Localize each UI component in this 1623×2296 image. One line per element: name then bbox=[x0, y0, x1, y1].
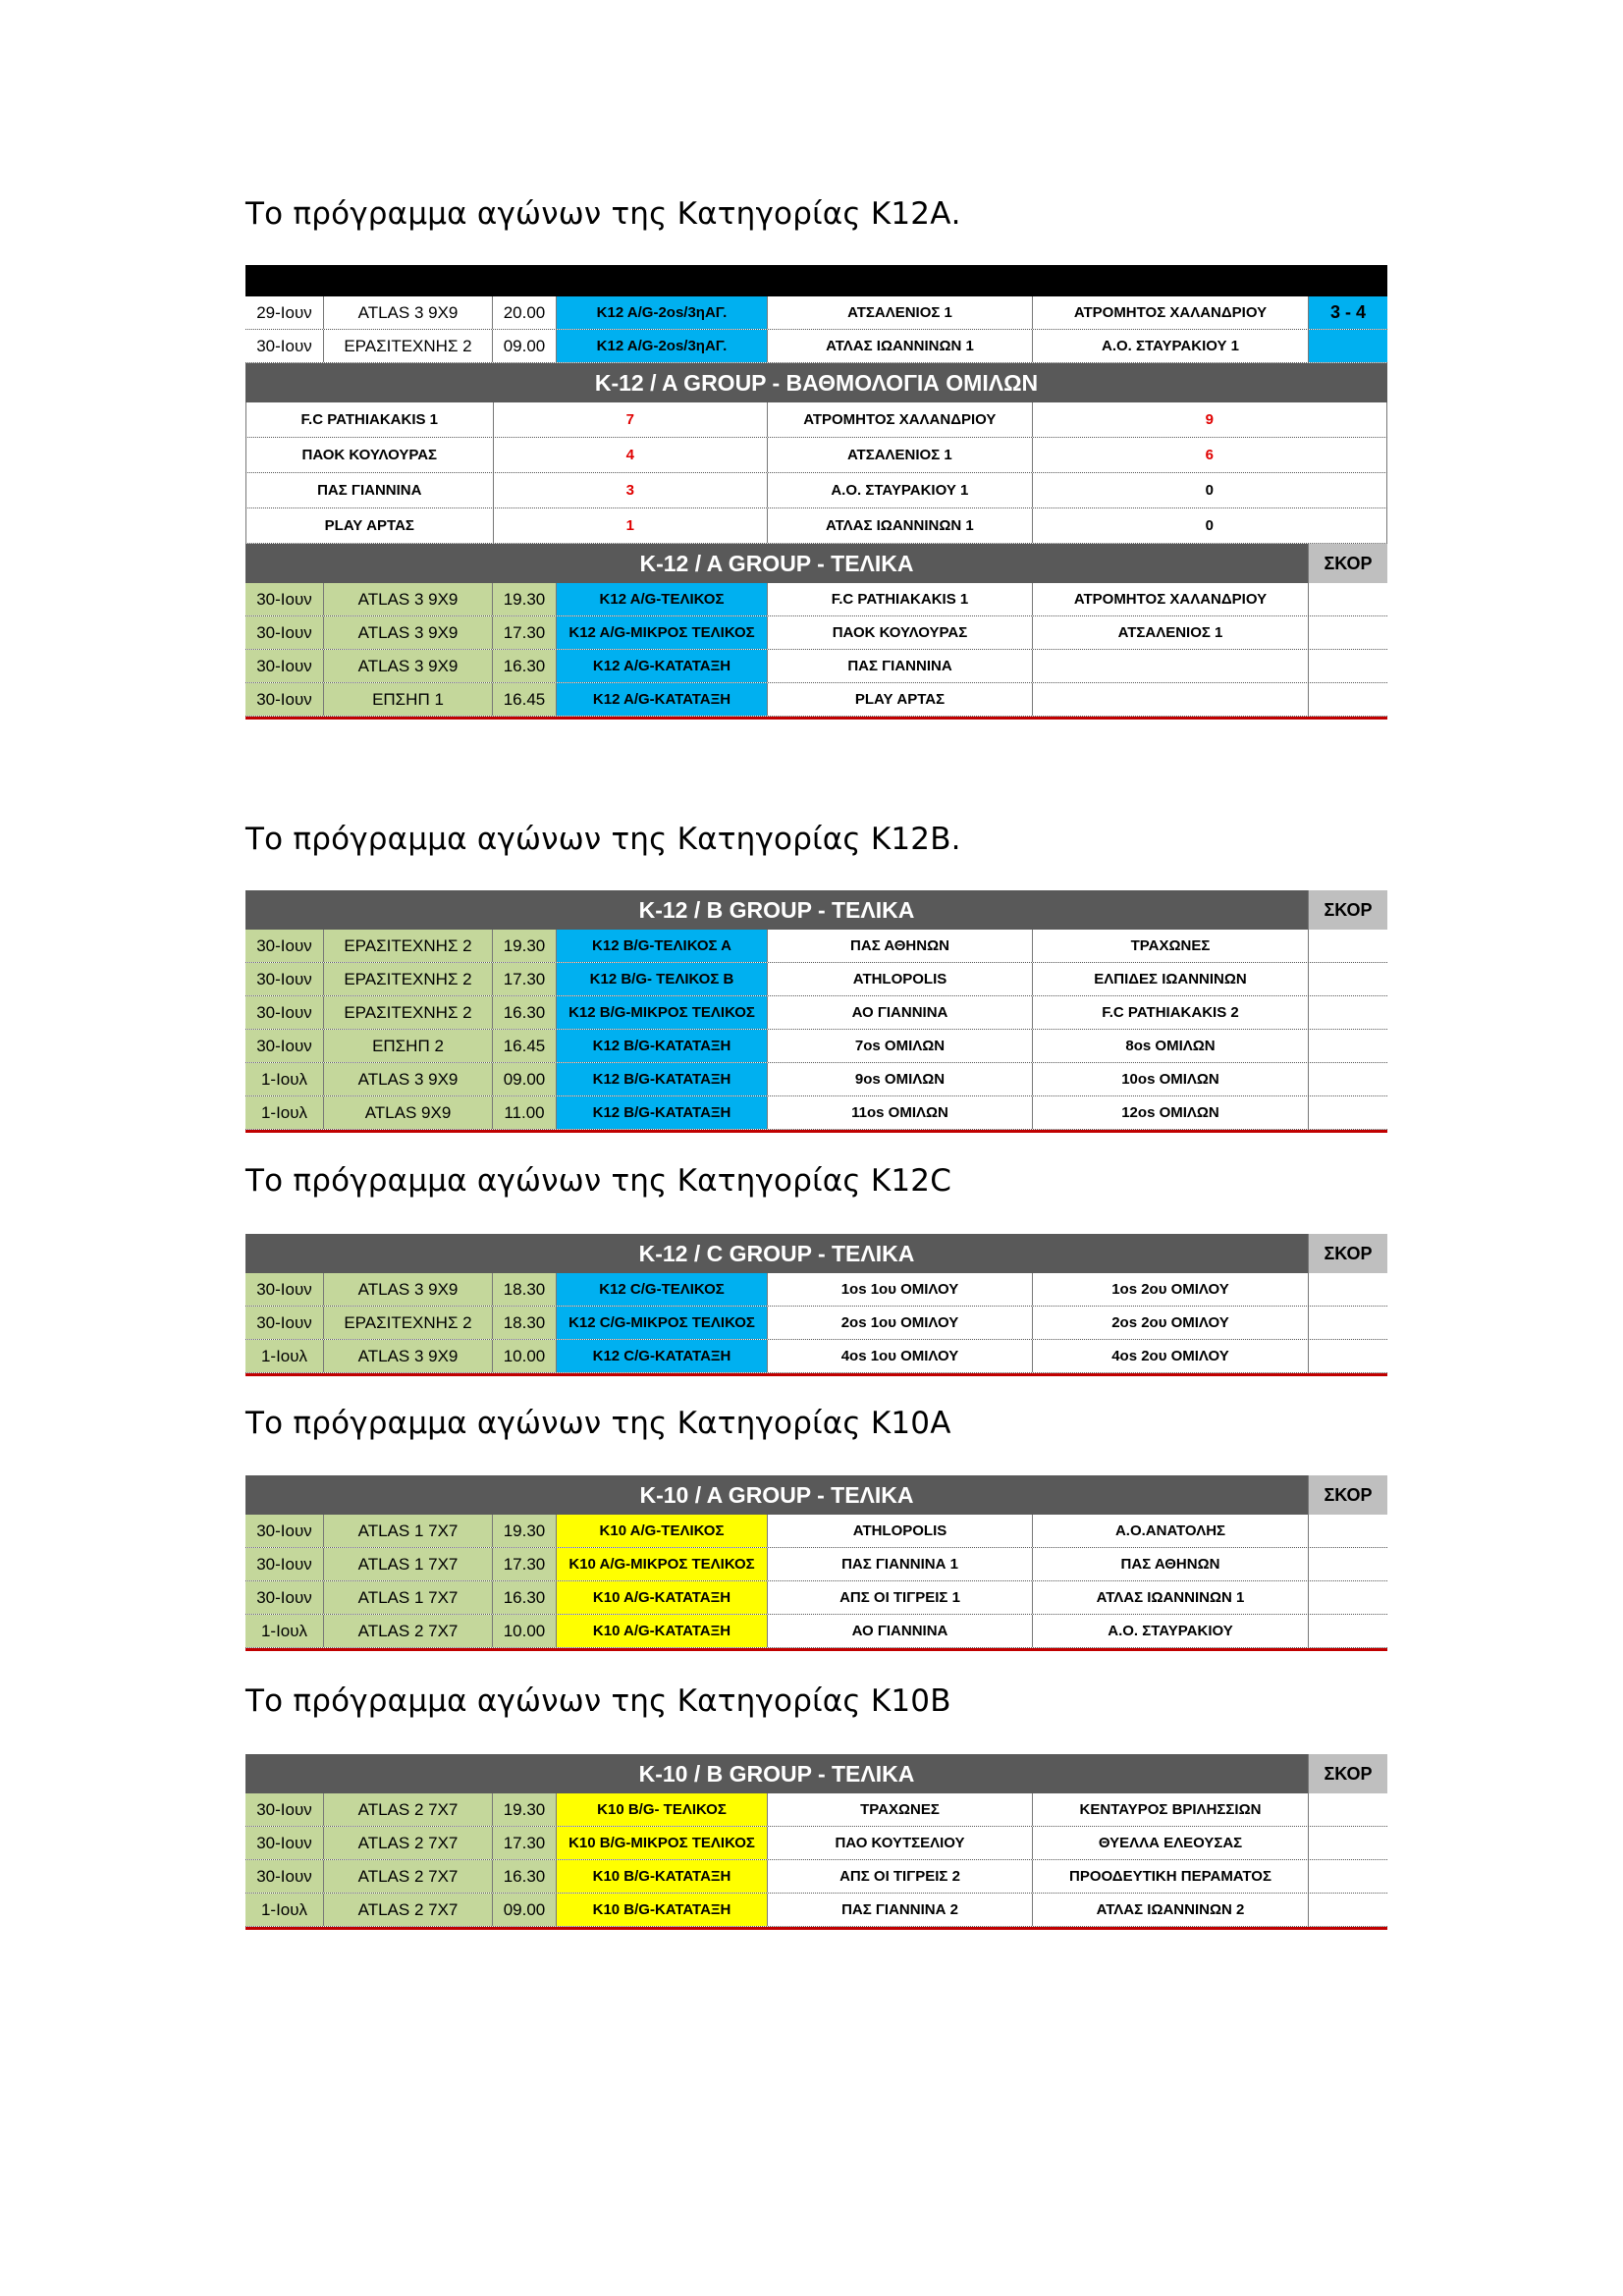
match-label: K10 A/G-ΤΕΛΙΚΟΣ bbox=[557, 1515, 768, 1547]
match-venue: ATLAS 1 7X7 bbox=[324, 1581, 493, 1614]
heading-k10b: Το πρόγραμμα αγώνων της Κατηγορίας Κ10Β bbox=[245, 1683, 951, 1719]
match-row bbox=[245, 296, 1387, 330]
match-row bbox=[245, 963, 1387, 996]
team-away: ΤΡΑΧΩΝΕΣ bbox=[1033, 930, 1309, 962]
standings-points: 9 bbox=[1205, 411, 1214, 428]
match-score bbox=[1309, 1096, 1387, 1129]
match-score bbox=[1309, 583, 1387, 615]
match-time: 18.30 bbox=[493, 1273, 557, 1306]
team-away: Α.Ο. ΣΤΑΥΡΑΚΙΟΥ 1 bbox=[1033, 330, 1309, 362]
match-score bbox=[1309, 1894, 1387, 1926]
team-home: ATHLOPOLIS bbox=[768, 963, 1033, 995]
match-time: 11.00 bbox=[493, 1096, 557, 1129]
match-score bbox=[1309, 683, 1387, 716]
match-row bbox=[245, 1548, 1387, 1581]
score-header: ΣΚΟΡ bbox=[1308, 1754, 1387, 1793]
match-label: K12 B/G-ΚΑΤΑΤΑΞΗ bbox=[557, 1096, 768, 1129]
match-score bbox=[1309, 1030, 1387, 1062]
match-time: 10.00 bbox=[493, 1615, 557, 1647]
standings-team: ΑΤΣΑΛΕΝΙΟΣ 1 bbox=[768, 438, 1033, 472]
match-date: 30-Ιουν bbox=[245, 683, 324, 716]
standings-row bbox=[245, 438, 1387, 473]
match-row bbox=[245, 1307, 1387, 1340]
match-venue: ATLAS 1 7X7 bbox=[324, 1515, 493, 1547]
standings-points: 7 bbox=[494, 402, 769, 437]
match-row bbox=[245, 616, 1387, 650]
standings-team: F.C PATHIAKAKIS 1 bbox=[246, 402, 494, 437]
match-time: 16.45 bbox=[493, 1030, 557, 1062]
team-away: 12os ΟΜΙΛΩΝ bbox=[1033, 1096, 1309, 1129]
match-row bbox=[245, 1793, 1387, 1827]
match-score bbox=[1309, 963, 1387, 995]
match-label: K12 B/G- ΤΕΛΙΚΟΣ Β bbox=[557, 963, 768, 995]
match-row bbox=[245, 930, 1387, 963]
match-score bbox=[1309, 1515, 1387, 1547]
match-venue: ATLAS 3 9X9 bbox=[324, 583, 493, 615]
match-row bbox=[245, 583, 1387, 616]
team-home: F.C PATHIAKAKIS 1 bbox=[768, 583, 1033, 615]
heading-k12c: Το πρόγραμμα αγώνων της Κατηγορίας Κ12C bbox=[245, 1163, 952, 1199]
team-away: ΑΤΣΑΛΕΝΙΟΣ 1 bbox=[1033, 616, 1309, 649]
match-label: K12 A/G-ΤΕΛΙΚΟΣ bbox=[557, 583, 768, 615]
match-date: 30-Ιουν bbox=[245, 1793, 324, 1826]
finals-title: K-12 / B GROUP - ΤΕΛΙΚΑ bbox=[638, 896, 915, 923]
standings-row bbox=[245, 402, 1387, 438]
team-away: ΘΥΕΛΛΑ ΕΛΕΟΥΣΑΣ bbox=[1033, 1827, 1309, 1859]
finals-title: K-12 / A GROUP - ΤΕΛΙΚΑ bbox=[639, 550, 914, 576]
match-row bbox=[245, 1581, 1387, 1615]
standings-row bbox=[245, 473, 1387, 508]
match-time: 17.30 bbox=[493, 963, 557, 995]
match-time: 16.30 bbox=[493, 996, 557, 1029]
match-score bbox=[1309, 616, 1387, 649]
match-time: 19.30 bbox=[493, 583, 557, 615]
match-venue: ΕΡΑΣΙΤΕΧΝΗΣ 2 bbox=[324, 1307, 493, 1339]
finals-title: K-10 / A GROUP - ΤΕΛΙΚΑ bbox=[639, 1481, 914, 1508]
finals-banner bbox=[245, 1475, 1387, 1515]
match-score bbox=[1309, 650, 1387, 682]
match-score bbox=[1309, 1340, 1387, 1372]
match-score bbox=[1309, 996, 1387, 1029]
match-venue: ΕΡΑΣΙΤΕΧΝΗΣ 2 bbox=[324, 996, 493, 1029]
match-score bbox=[1309, 1307, 1387, 1339]
match-date: 1-Ιουλ bbox=[245, 1063, 324, 1095]
standings-title: K-12 / A GROUP - ΒΑΘΜΟΛΟΓΙΑ ΟΜΙΛΩΝ bbox=[594, 369, 1039, 396]
team-home: 2os 1ου ΟΜΙΛΟΥ bbox=[768, 1307, 1033, 1339]
match-row bbox=[245, 1273, 1387, 1307]
match-venue: ΕΡΑΣΙΤΕΧΝΗΣ 2 bbox=[324, 963, 493, 995]
match-time: 19.30 bbox=[493, 930, 557, 962]
match-date: 30-Ιουν bbox=[245, 583, 324, 615]
team-away: 2os 2ου ΟΜΙΛΟΥ bbox=[1033, 1307, 1309, 1339]
match-date: 1-Ιουλ bbox=[245, 1894, 324, 1926]
match-time: 09.00 bbox=[493, 330, 557, 362]
team-home: ΠΑΣ ΓΙΑΝΝΙΝΑ 2 bbox=[768, 1894, 1033, 1926]
team-away bbox=[1033, 683, 1309, 716]
standings-team: Α.Ο. ΣΤΑΥΡΑΚΙΟΥ 1 bbox=[768, 473, 1033, 507]
finals-title: K-12 / C GROUP - ΤΕΛΙΚΑ bbox=[638, 1240, 915, 1266]
match-date: 30-Ιουν bbox=[245, 330, 324, 362]
match-time: 17.30 bbox=[493, 1827, 557, 1859]
team-away: Α.Ο.ΑΝΑΤΟΛΗΣ bbox=[1033, 1515, 1309, 1547]
match-venue: ATLAS 2 7X7 bbox=[324, 1827, 493, 1859]
team-away: ΑΤΛΑΣ ΙΩΑΝΝΙΝΩΝ 2 bbox=[1033, 1894, 1309, 1926]
finals-banner bbox=[245, 1754, 1387, 1793]
table-k10b bbox=[245, 1754, 1387, 1930]
match-date: 29-Ιουν bbox=[245, 296, 324, 329]
match-row bbox=[245, 1615, 1387, 1648]
match-date: 30-Ιουν bbox=[245, 1030, 324, 1062]
match-label: K10 A/G-ΜΙΚΡΟΣ ΤΕΛΙΚΟΣ bbox=[557, 1548, 768, 1580]
match-row bbox=[245, 650, 1387, 683]
match-score bbox=[1309, 1273, 1387, 1306]
team-away: ΕΛΠΙΔΕΣ ΙΩΑΝΝΙΝΩΝ bbox=[1033, 963, 1309, 995]
team-home: PLAY ΑΡΤΑΣ bbox=[768, 683, 1033, 716]
match-venue: ATLAS 3 9X9 bbox=[324, 1273, 493, 1306]
standings-row bbox=[245, 508, 1387, 544]
team-home: 7os ΟΜΙΛΩΝ bbox=[768, 1030, 1033, 1062]
match-label: K12 A/G-2os/3ηΑΓ. bbox=[557, 296, 768, 329]
heading-k12b: Το πρόγραμμα αγώνων της Κατηγορίας Κ12Β. bbox=[245, 822, 961, 857]
match-venue: ΕΡΑΣΙΤΕΧΝΗΣ 2 bbox=[324, 930, 493, 962]
team-away: ΠΑΣ ΑΘΗΝΩΝ bbox=[1033, 1548, 1309, 1580]
team-away: ΠΡΟΟΔΕΥΤΙΚΗ ΠΕΡΑΜΑΤΟΣ bbox=[1033, 1860, 1309, 1893]
match-venue: ATLAS 3 9X9 bbox=[324, 1063, 493, 1095]
standings-team: PLAY ΑΡΤΑΣ bbox=[246, 508, 494, 543]
match-time: 16.30 bbox=[493, 1860, 557, 1893]
match-label: K10 A/G-ΚΑΤΑΤΑΞΗ bbox=[557, 1615, 768, 1647]
team-home: ΑΠΣ ΟΙ ΤΙΓΡΕΙΣ 2 bbox=[768, 1860, 1033, 1893]
team-home: ΑΤΣΑΛΕΝΙΟΣ 1 bbox=[768, 296, 1033, 329]
table-header-bar bbox=[245, 265, 1387, 296]
match-score: 3 - 4 bbox=[1309, 296, 1387, 329]
match-date: 30-Ιουν bbox=[245, 1860, 324, 1893]
match-venue: ATLAS 3 9X9 bbox=[324, 616, 493, 649]
match-venue: ATLAS 3 9X9 bbox=[324, 296, 493, 329]
score-header: ΣΚΟΡ bbox=[1308, 544, 1387, 583]
team-home: ATHLOPOLIS bbox=[768, 1515, 1033, 1547]
team-away: 4os 2ου ΟΜΙΛΟΥ bbox=[1033, 1340, 1309, 1372]
team-home: ΑΠΣ ΟΙ ΤΙΓΡΕΙΣ 1 bbox=[768, 1581, 1033, 1614]
match-label: K10 B/G- ΤΕΛΙΚΟΣ bbox=[557, 1793, 768, 1826]
match-time: 16.45 bbox=[493, 683, 557, 716]
match-score bbox=[1309, 1581, 1387, 1614]
match-venue: ATLAS 1 7X7 bbox=[324, 1548, 493, 1580]
match-row bbox=[245, 1340, 1387, 1373]
standings-points: 0 bbox=[1205, 517, 1214, 534]
match-label: K12 B/G-ΚΑΤΑΤΑΞΗ bbox=[557, 1063, 768, 1095]
team-home: 11os ΟΜΙΛΩΝ bbox=[768, 1096, 1033, 1129]
team-away: Α.Ο. ΣΤΑΥΡΑΚΙΟΥ bbox=[1033, 1615, 1309, 1647]
team-home: 4os 1ου ΟΜΙΛΟΥ bbox=[768, 1340, 1033, 1372]
match-score bbox=[1309, 1793, 1387, 1826]
match-row bbox=[245, 1030, 1387, 1063]
match-label: K10 B/G-ΚΑΤΑΤΑΞΗ bbox=[557, 1860, 768, 1893]
standings-points: 1 bbox=[494, 508, 769, 543]
match-venue: ATLAS 3 9X9 bbox=[324, 650, 493, 682]
match-label: K12 A/G-ΜΙΚΡΟΣ ΤΕΛΙΚΟΣ bbox=[557, 616, 768, 649]
match-date: 30-Ιουν bbox=[245, 1273, 324, 1306]
match-row bbox=[245, 1827, 1387, 1860]
match-label: K12 B/G-ΜΙΚΡΟΣ ΤΕΛΙΚΟΣ bbox=[557, 996, 768, 1029]
match-date: 30-Ιουν bbox=[245, 930, 324, 962]
match-row bbox=[245, 996, 1387, 1030]
match-date: 1-Ιουλ bbox=[245, 1340, 324, 1372]
standings-team: ΑΤΛΑΣ ΙΩΑΝΝΙΝΩΝ 1 bbox=[768, 508, 1033, 543]
team-away: 8os ΟΜΙΛΩΝ bbox=[1033, 1030, 1309, 1062]
standings-points: 3 bbox=[494, 473, 769, 507]
match-time: 19.30 bbox=[493, 1793, 557, 1826]
team-away: ΚΕΝΤΑΥΡΟΣ ΒΡΙΛΗΣΣΙΩΝ bbox=[1033, 1793, 1309, 1826]
score-header: ΣΚΟΡ bbox=[1308, 1475, 1387, 1515]
team-home: ΤΡΑΧΩΝΕΣ bbox=[768, 1793, 1033, 1826]
match-date: 30-Ιουν bbox=[245, 650, 324, 682]
match-time: 17.30 bbox=[493, 1548, 557, 1580]
standings-points: 4 bbox=[494, 438, 769, 472]
score-header: ΣΚΟΡ bbox=[1308, 890, 1387, 930]
match-label: K12 A/G-ΚΑΤΑΤΑΞΗ bbox=[557, 650, 768, 682]
match-row bbox=[245, 1894, 1387, 1927]
team-away: ΑΤΡΟΜΗΤΟΣ ΧΑΛΑΝΔΡΙΟΥ bbox=[1033, 583, 1309, 615]
match-label: K12 C/G-ΤΕΛΙΚΟΣ bbox=[557, 1273, 768, 1306]
match-time: 20.00 bbox=[493, 296, 557, 329]
match-venue: ATLAS 3 9X9 bbox=[324, 1340, 493, 1372]
match-score bbox=[1309, 330, 1387, 362]
match-venue: ATLAS 2 7X7 bbox=[324, 1860, 493, 1893]
match-venue: ΕΠΣΗΠ 1 bbox=[324, 683, 493, 716]
finals-title: K-10 / B GROUP - ΤΕΛΙΚΑ bbox=[638, 1760, 915, 1787]
match-date: 30-Ιουν bbox=[245, 1515, 324, 1547]
match-label: K12 B/G-ΚΑΤΑΤΑΞΗ bbox=[557, 1030, 768, 1062]
match-time: 10.00 bbox=[493, 1340, 557, 1372]
match-venue: ATLAS 2 7X7 bbox=[324, 1615, 493, 1647]
match-time: 18.30 bbox=[493, 1307, 557, 1339]
standings-team: ΠΑΟΚ ΚΟΥΛΟΥΡΑΣ bbox=[246, 438, 494, 472]
team-home: ΠΑΣ ΓΙΑΝΝΙΝΑ bbox=[768, 650, 1033, 682]
finals-banner bbox=[245, 544, 1387, 583]
match-venue: ΕΠΣΗΠ 2 bbox=[324, 1030, 493, 1062]
heading-k10a: Το πρόγραμμα αγώνων της Κατηγορίας Κ10Α bbox=[245, 1406, 951, 1441]
match-date: 1-Ιουλ bbox=[245, 1615, 324, 1647]
team-home: ΑΟ ΓΙΑΝΝΙΝΑ bbox=[768, 996, 1033, 1029]
match-date: 30-Ιουν bbox=[245, 1548, 324, 1580]
match-score bbox=[1309, 1860, 1387, 1893]
match-label: K12 C/G-ΜΙΚΡΟΣ ΤΕΛΙΚΟΣ bbox=[557, 1307, 768, 1339]
table-k12b bbox=[245, 890, 1387, 1133]
standings-team: ΑΤΡΟΜΗΤΟΣ ΧΑΛΑΝΔΡΙΟΥ bbox=[768, 402, 1033, 437]
match-time: 16.30 bbox=[493, 650, 557, 682]
match-row bbox=[245, 330, 1387, 363]
score-header: ΣΚΟΡ bbox=[1308, 1234, 1387, 1273]
match-label: K10 B/G-ΜΙΚΡΟΣ ΤΕΛΙΚΟΣ bbox=[557, 1827, 768, 1859]
team-home: ΠΑΟ ΚΟΥΤΣΕΛΙΟΥ bbox=[768, 1827, 1033, 1859]
match-venue: ΕΡΑΣΙΤΕΧΝΗΣ 2 bbox=[324, 330, 493, 362]
team-home: ΠΑΣ ΑΘΗΝΩΝ bbox=[768, 930, 1033, 962]
match-row bbox=[245, 1096, 1387, 1130]
standings-points: 0 bbox=[1205, 482, 1214, 499]
standings-points: 6 bbox=[1205, 447, 1214, 463]
team-away: ΑΤΡΟΜΗΤΟΣ ΧΑΛΑΝΔΡΙΟΥ bbox=[1033, 296, 1309, 329]
table-k12c bbox=[245, 1234, 1387, 1376]
match-row bbox=[245, 1860, 1387, 1894]
match-label: K10 A/G-ΚΑΤΑΤΑΞΗ bbox=[557, 1581, 768, 1614]
finals-banner bbox=[245, 1234, 1387, 1273]
match-score bbox=[1309, 1827, 1387, 1859]
match-label: K12 B/G-ΤΕΛΙΚΟΣ Α bbox=[557, 930, 768, 962]
match-label: K12 A/G-2os/3ηΑΓ. bbox=[557, 330, 768, 362]
team-home: ΑΤΛΑΣ ΙΩΑΝΝΙΝΩΝ 1 bbox=[768, 330, 1033, 362]
match-date: 1-Ιουλ bbox=[245, 1096, 324, 1129]
match-row bbox=[245, 1063, 1387, 1096]
standings-banner bbox=[245, 363, 1387, 402]
team-home: ΑΟ ΓΙΑΝΝΙΝΑ bbox=[768, 1615, 1033, 1647]
match-time: 16.30 bbox=[493, 1581, 557, 1614]
match-score bbox=[1309, 1615, 1387, 1647]
finals-banner bbox=[245, 890, 1387, 930]
team-away: 10os ΟΜΙΛΩΝ bbox=[1033, 1063, 1309, 1095]
match-date: 30-Ιουν bbox=[245, 1581, 324, 1614]
table-k10a bbox=[245, 1475, 1387, 1651]
match-date: 30-Ιουν bbox=[245, 963, 324, 995]
heading-k12a: Το πρόγραμμα αγώνων της Κατηγορίας Κ12Α. bbox=[245, 196, 961, 232]
match-label: K10 B/G-ΚΑΤΑΤΑΞΗ bbox=[557, 1894, 768, 1926]
match-time: 17.30 bbox=[493, 616, 557, 649]
match-date: 30-Ιουν bbox=[245, 996, 324, 1029]
match-venue: ATLAS 2 7X7 bbox=[324, 1894, 493, 1926]
match-score bbox=[1309, 1548, 1387, 1580]
match-label: K12 A/G-ΚΑΤΑΤΑΞΗ bbox=[557, 683, 768, 716]
team-home: ΠΑΟΚ ΚΟΥΛΟΥΡΑΣ bbox=[768, 616, 1033, 649]
match-label: K12 C/G-ΚΑΤΑΤΑΞΗ bbox=[557, 1340, 768, 1372]
match-time: 09.00 bbox=[493, 1063, 557, 1095]
team-away: 1os 2ου ΟΜΙΛΟΥ bbox=[1033, 1273, 1309, 1306]
team-away bbox=[1033, 650, 1309, 682]
team-home: ΠΑΣ ΓΙΑΝΝΙΝΑ 1 bbox=[768, 1548, 1033, 1580]
team-home: 9os ΟΜΙΛΩΝ bbox=[768, 1063, 1033, 1095]
match-row bbox=[245, 683, 1387, 717]
team-away: ΑΤΛΑΣ ΙΩΑΝΝΙΝΩΝ 1 bbox=[1033, 1581, 1309, 1614]
match-score bbox=[1309, 930, 1387, 962]
match-row bbox=[245, 1515, 1387, 1548]
match-date: 30-Ιουν bbox=[245, 1307, 324, 1339]
match-date: 30-Ιουν bbox=[245, 616, 324, 649]
match-venue: ATLAS 9X9 bbox=[324, 1096, 493, 1129]
table-k12a bbox=[245, 265, 1387, 720]
match-date: 30-Ιουν bbox=[245, 1827, 324, 1859]
team-away: F.C PATHIAKAKIS 2 bbox=[1033, 996, 1309, 1029]
match-score bbox=[1309, 1063, 1387, 1095]
match-venue: ATLAS 2 7X7 bbox=[324, 1793, 493, 1826]
match-time: 19.30 bbox=[493, 1515, 557, 1547]
match-time: 09.00 bbox=[493, 1894, 557, 1926]
standings-team: ΠΑΣ ΓΙΑΝΝΙΝΑ bbox=[246, 473, 494, 507]
team-home: 1os 1ου ΟΜΙΛΟΥ bbox=[768, 1273, 1033, 1306]
